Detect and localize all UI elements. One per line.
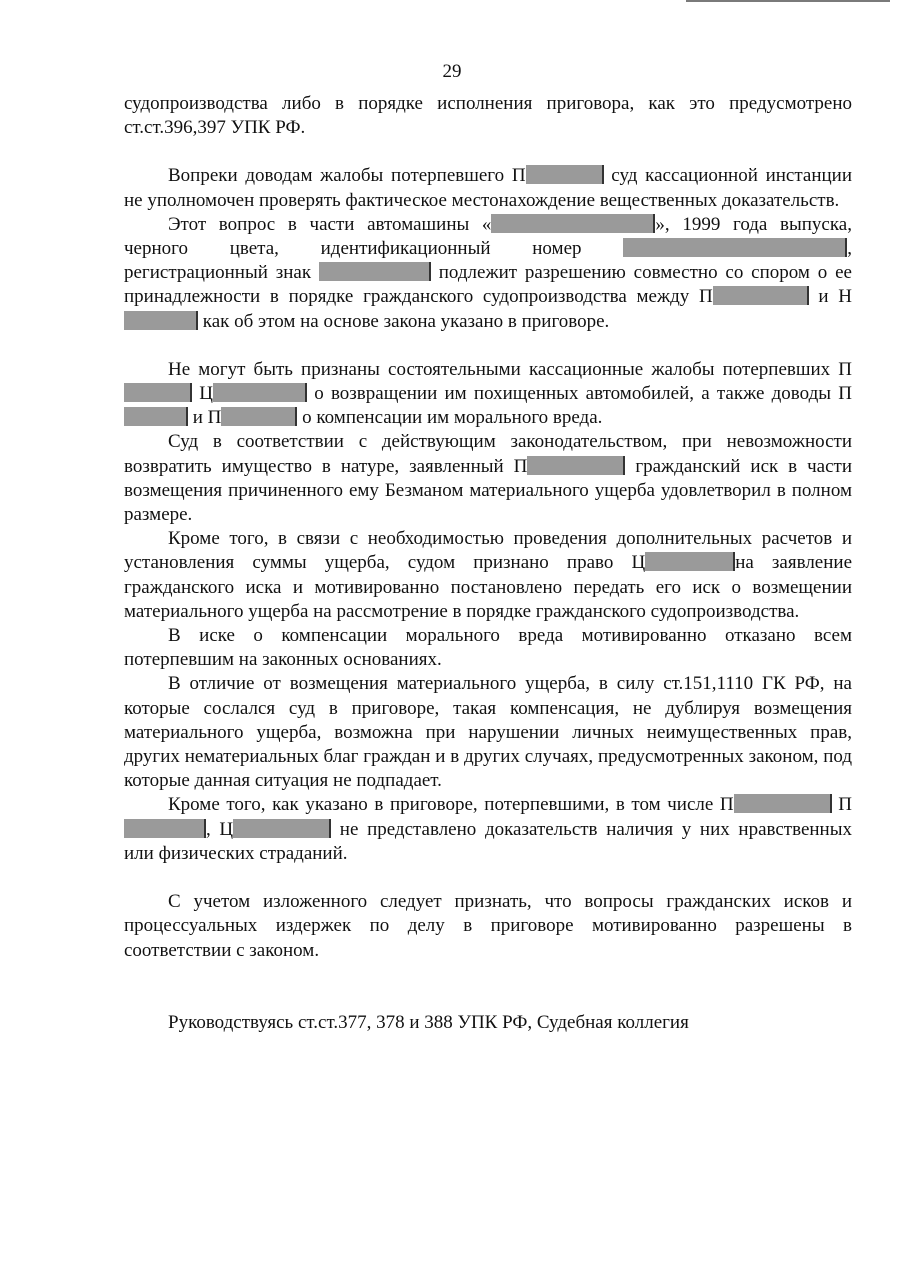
paragraph-text: Этот вопрос в части автомашины « <box>168 213 492 235</box>
redaction-box <box>623 238 847 257</box>
paragraph-text: на заявление гражданского иска и мотивированно постановлено передать его иск о возмещении материального ущерба на рассмотрение в порядке гражданского судопроизводства. <box>124 552 852 622</box>
paragraph <box>124 624 852 672</box>
paragraph-text: суд кассационной инстанции не уполномочен проверять фактическое местонахождение вещественных доказательств. <box>124 165 852 211</box>
paragraph-text: и П <box>188 407 222 429</box>
paragraph-text: Не могут быть признаны состоятельными кассационные жалобы потерпевших П <box>168 358 852 380</box>
top-border-line <box>686 0 890 2</box>
paragraph-text: не представлено доказательств наличия у них нравственных или физических страданий. <box>124 818 852 864</box>
paragraph-text: П <box>831 794 852 816</box>
paragraph <box>124 1011 852 1035</box>
paragraph-text: Руководствуясь ст.ст.377, 378 и 388 УПК РФ, Судебная коллегия <box>168 1011 689 1033</box>
page-number: 29 <box>442 61 462 82</box>
redaction-box <box>319 262 431 281</box>
redaction-box <box>124 407 188 426</box>
paragraph-text: Кроме того, в связи с необходимостью проведения дополнительных расчетов и установления суммы ущерба, судом признано право Ц <box>124 528 852 574</box>
paragraph-text: В иске о компенсации морального вреда мотивированно отказано всем потерпевшим на законных основаниях. <box>124 625 852 671</box>
paragraph-text: и Н <box>808 286 853 308</box>
paragraph-text: , Ц <box>206 818 234 840</box>
redaction-box <box>233 819 331 838</box>
paragraph-text: С учетом изложенного следует признать, что вопросы гражданских исков и процессуальных издержек по делу в приговоре мотивированно разрешены в соответствии с законом. <box>124 891 852 961</box>
paragraph-text: Кроме того, как указано в приговоре, потерпевшими, в том числе П <box>168 794 734 816</box>
paragraph-text: Суд в соответствии с действующим законодательством, при невозможности возвратить имущество в натуре, заявленный П <box>124 431 852 477</box>
redaction-box <box>713 286 809 305</box>
paragraph-text: как об этом на основе закона указано в приговоре. <box>198 310 610 332</box>
paragraph-gap <box>124 334 852 358</box>
paragraph <box>124 793 852 866</box>
paragraph-text: о компенсации им морального вреда. <box>297 407 603 429</box>
paragraph <box>124 213 852 334</box>
paragraph-gap <box>124 140 852 164</box>
paragraph-text: В отличие от возмещения материального ущерба, в силу ст.151,1110 ГК РФ, на которые сослался суд в приговоре, такая компенсация, не дублируя возмещения материального ущерба, возможна при нарушении личных неимущественных прав, других нематериальных благ граждан и в других случаях, предусмотренных законом, под которые данная ситуация не подпадает. <box>124 673 852 792</box>
paragraph-text: гражданский иск в части возмещения причиненного ему Безманом материального ущерба удовлетворил в полном размере. <box>124 455 852 526</box>
paragraph <box>124 672 852 793</box>
paragraph-text: о возвращении им похищенных автомобилей, а также доводы П <box>306 383 852 405</box>
redaction-box <box>491 214 655 233</box>
paragraph-text: судопроизводства либо в порядке исполнения приговора, как это предусмотрено ст.ст.396,397 УПК РФ. <box>124 93 852 139</box>
redaction-box <box>124 383 192 402</box>
paragraph-text: Ц <box>192 383 213 405</box>
document-body <box>124 92 852 1035</box>
paragraph <box>124 527 852 624</box>
redaction-box <box>527 456 625 475</box>
redaction-box <box>221 407 297 426</box>
paragraph-text: Вопреки доводам жалобы потерпевшего П <box>168 165 526 187</box>
paragraph <box>124 890 852 963</box>
paragraph-text: , регистрационный знак <box>124 238 852 284</box>
redaction-box <box>734 794 832 813</box>
paragraph <box>124 164 852 212</box>
paragraph <box>124 92 852 140</box>
redaction-box <box>124 311 198 330</box>
redaction-box <box>124 819 206 838</box>
paragraph-gap <box>124 963 852 987</box>
redaction-box <box>213 383 307 402</box>
paragraph <box>124 358 852 431</box>
paragraph-text: подлежит разрешению совместно со спором о ее принадлежности в порядке гражданского судопроизводства между П <box>124 262 852 308</box>
paragraph <box>124 430 852 527</box>
paragraph-gap <box>124 866 852 890</box>
paragraph-text: », 1999 года выпуска, черного цвета, идентификационный номер <box>124 213 852 260</box>
redaction-box <box>645 552 735 571</box>
redaction-box <box>526 165 604 184</box>
paragraph-gap <box>124 987 852 1011</box>
